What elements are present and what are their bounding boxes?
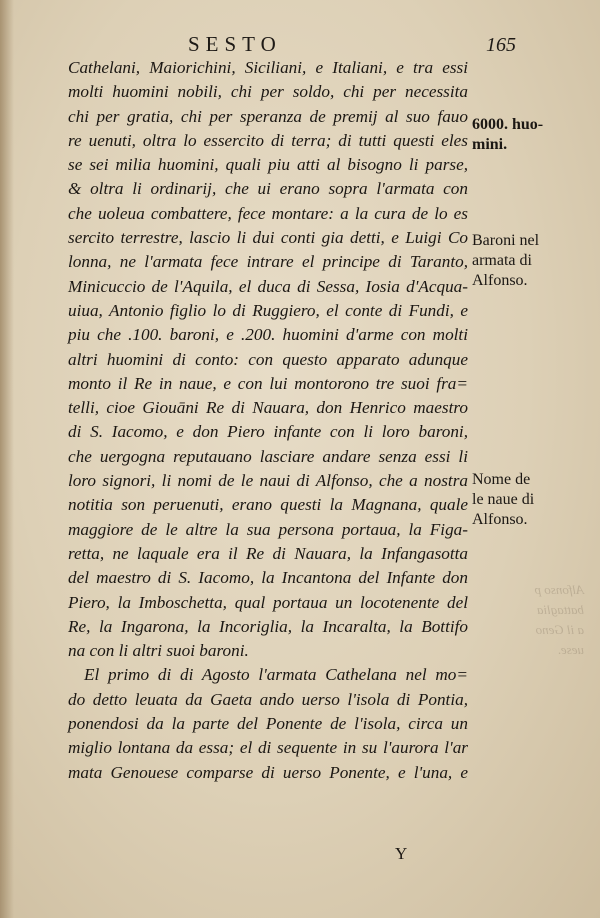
signature-mark: Y [395, 844, 408, 863]
text-line: che uoleua combattere, fece montare: a la cura de lo es [68, 203, 468, 223]
page-number: 165 [486, 34, 516, 56]
bleed-line: battaglia [537, 602, 584, 617]
margin-note-naue [472, 470, 594, 530]
text-line: maggiore de le altre la sua persona portaua, la Figa- [68, 519, 468, 539]
margin-note-line: le naue di [472, 491, 535, 508]
text-line: Piero, la Imboschetta, qual portaua un locotenente del [68, 592, 468, 612]
bleed-line: Alfonso p [534, 582, 584, 597]
text-line: se sei milia huomini, quali piu atti al bisogno li parse, [68, 155, 468, 175]
margin-note-baroni [472, 231, 594, 291]
main-text-block [68, 56, 468, 785]
running-title: SESTO [188, 32, 282, 56]
text-line: molti huomini nobili, chi per soldo, chi per necessita [68, 82, 468, 102]
text-line: do detto leuata da Gaeta ando uerso l'isola di Pontia, [68, 689, 468, 709]
margin-note-huomini [472, 115, 594, 155]
margin-note-line: Nome de [472, 471, 531, 488]
text-line: ponendosi da la parte del Ponente de l'isola, circa un [68, 714, 468, 734]
bleed-through-text [474, 580, 584, 660]
text-line: sercito terrestre, lascio li dui conti gia detti, e Luigi Co [68, 228, 468, 248]
text-line: na con li altri suoi baroni. [68, 641, 249, 661]
margin-note-line: Alfonso. [472, 511, 528, 528]
text-line: del maestro di S. Iacomo, la Incantona del Infante don [68, 568, 468, 588]
bleed-line: a il Geno [535, 622, 584, 637]
text-line: Cathelani, Maiorichini, Siciliani, e Italiani, e tra essi [68, 58, 468, 77]
text-line: telli, cioe Giouāni Re di Nauara, don Henrico maestro [68, 398, 468, 418]
text-line: Minicuccio de l'Aquila, el duca di Sessa, Iosia d'Acqua- [68, 276, 468, 296]
text-line: mata Genouese comparse di uerso Ponente, e l'una, e [68, 762, 468, 782]
text-line: retta, ne laquale era il Re di Nauara, la Infangasotta [68, 543, 468, 563]
text-line: notitia son peruenuti, erano questi la Magnana, quale [68, 495, 468, 515]
text-line: piu che .100. baroni, e .200. huomini d'arme con molti [68, 325, 468, 345]
text-line: lonna, ne l'armata fece intrare el principe di Taranto, [68, 252, 468, 272]
text-line: re uenuti, oltra lo essercito di terra; di tutti questi eles [68, 130, 468, 150]
margin-note-line: Baroni nel [472, 232, 540, 249]
text-line: che uergogna reputauano lasciare andare senza essi li [68, 446, 468, 466]
text-line: & oltra li ordinarij, che ui erano sopra l'armata con [68, 179, 468, 199]
margin-note-line: 6000. huo- [472, 116, 544, 133]
margin-note-line: mini. [472, 136, 508, 153]
bleed-line: uese. [557, 642, 584, 657]
text-line: di S. Iacomo, e don Piero infante con li loro baroni, [68, 422, 468, 442]
text-line: miglio lontana da essa; el di sequente in su l'aurora l'ar [68, 738, 468, 758]
text-line: loro signori, li nomi de le naui di Alfonso, che a nostra [68, 471, 468, 491]
text-line: El primo di di Agosto l'armata Cathelana nel mo= [84, 665, 468, 685]
text-line: uiua, Antonio figlio lo di Ruggiero, el conte di Fundi, e [68, 300, 468, 320]
page-gutter-shadow [0, 0, 14, 918]
margin-note-line: Alfonso. [472, 272, 528, 289]
text-line: altri huomini di conto: con questo apparato adunque [68, 349, 468, 369]
text-line: chi per gratia, chi per speranza de premij al suo fauo [68, 106, 468, 126]
margin-note-line: armata di [472, 252, 532, 269]
text-line: Re, la Ingarona, la Incoriglia, la Incaralta, la Bottifo [68, 616, 468, 636]
text-line: monto il Re in naue, e con lui montorono tre suoi fra= [68, 373, 468, 393]
